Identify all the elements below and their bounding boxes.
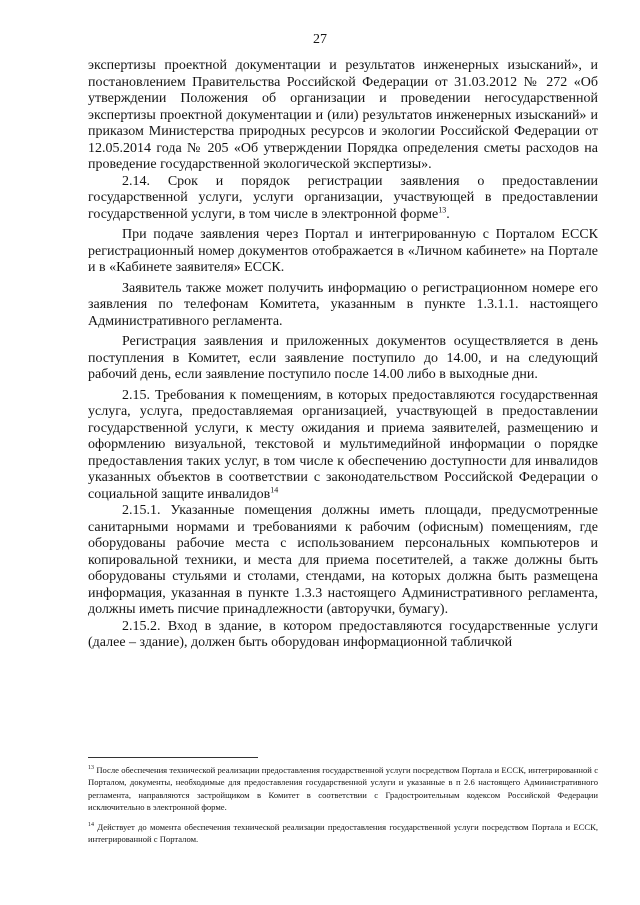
paragraph-continuation (88, 58, 598, 174)
paragraph-tail: . (446, 206, 450, 222)
footnote-divider (88, 757, 258, 758)
paragraph-2-15-2 (88, 619, 598, 652)
paragraph-2-15 (88, 388, 598, 504)
paragraph-text: Регистрация заявления и приложенных документов осуществляется в день поступления в Комитет, если заявление поступило до 14.00, и на следующий рабочий день, если заявление поступило после 14.00 либо в выходные дни. (88, 334, 598, 382)
paragraph-2-14 (88, 174, 598, 224)
footnote-ref-13[interactable]: 13 (438, 204, 447, 214)
paragraph-text: 2.15.2. Вход в здание, в котором предоставляются государственные услуги (далее – здание), должен быть оборудован информационной табличкой (88, 618, 598, 650)
paragraph-registration-time (88, 334, 598, 384)
footnotes (88, 764, 598, 854)
paragraph-text: 2.14. Срок и порядок регистрации заявления о предоставлении государственной услуги, услуги организации, участвующей в предоставлении государственной услуги, в том числе в электронной форме (88, 173, 598, 222)
footnote-13 (88, 764, 598, 813)
footnote-ref-14[interactable]: 14 (270, 484, 279, 494)
footnote-mark: 13 (88, 765, 94, 772)
footnote-text: После обеспечения технической реализации предоставления государственной услуги посредством Портала и ЕССК, интегрированной с Порталом, документы, необходимые для предоставления государственной услуги и указанные в п 2.6 настоящего Административного регламента, направляются застройщиком в Комитет в соответствии с Градостроительным кодексом Российской Федерации исключительно в электронной форме. (88, 765, 599, 812)
paragraph-text: экспертизы проектной документации и результатов инженерных изысканий», и постановлением Правительства Российской Федерации от 31.03.2012 № 272 «Об утверждении Положения об организации и проведении негосударственной экспертизы проектной документации и (или) результатов инженерных изысканий» и приказом Министерства природных ресурсов и экологии Российской Федерации от 12.05.2014 года № 205 «Об утверждении Порядка определения сметы расходов на проведение государственной экологической экспертизы». (88, 58, 598, 172)
paragraph-2-15-1 (88, 503, 598, 619)
page-number: 27 (313, 32, 327, 47)
paragraph-portal-registration (88, 227, 598, 277)
paragraph-text: При подаче заявления через Портал и интегрированную с Порталом ЕССК регистрационный номер документов отображается в «Личном кабинете» на Портале и в «Кабинете заявителя» ЕССК. (88, 227, 598, 275)
paragraph-phone-info (88, 281, 598, 331)
body-text (88, 58, 598, 652)
paragraph-text: 2.15.1. Указанные помещения должны иметь площади, предусмотренные санитарными нормами и требованиями к рабочим (офисным) помещениям, где оборудованы рабочие места с использованием персональных компьютеров и копировальной техники, и места для приема посетителей, а также должны быть оборудованы стульями и столами, стендами, на которых должна быть размещена информация, указанная в пункте 1.3.3 настоящего Административного регламента, должны иметь писчие принадлежности (авторучки, бумагу). (88, 503, 598, 617)
footnote-text: Действует до момента обеспечения технической реализации предоставления государственной услуги посредством Портала и ЕССК, интегрированной с Порталом. (88, 822, 598, 845)
footnote-mark: 14 (88, 822, 94, 829)
paragraph-text: Заявитель также может получить информацию о регистрационном номере его заявления по телефонам Комитета, указанным в пункте 1.3.1.1. настоящего Административного регламента. (88, 280, 598, 329)
paragraph-text: 2.15. Требования к помещениям, в которых предоставляются государственная услуга, услуга, предоставляемая организацией, участвующей в предоставлении государственной услуги, к месту ожидания и приема заявителей, размещению и оформлению визуальной, текстовой и мультимедийной информации о порядке предоставления таких услуг, в том числе к обеспечению доступности для инвалидов указанных объектов в соответствии с законодательством Российской Федерации о социальной защите инвалидов (88, 387, 598, 502)
footnote-14 (88, 821, 598, 846)
